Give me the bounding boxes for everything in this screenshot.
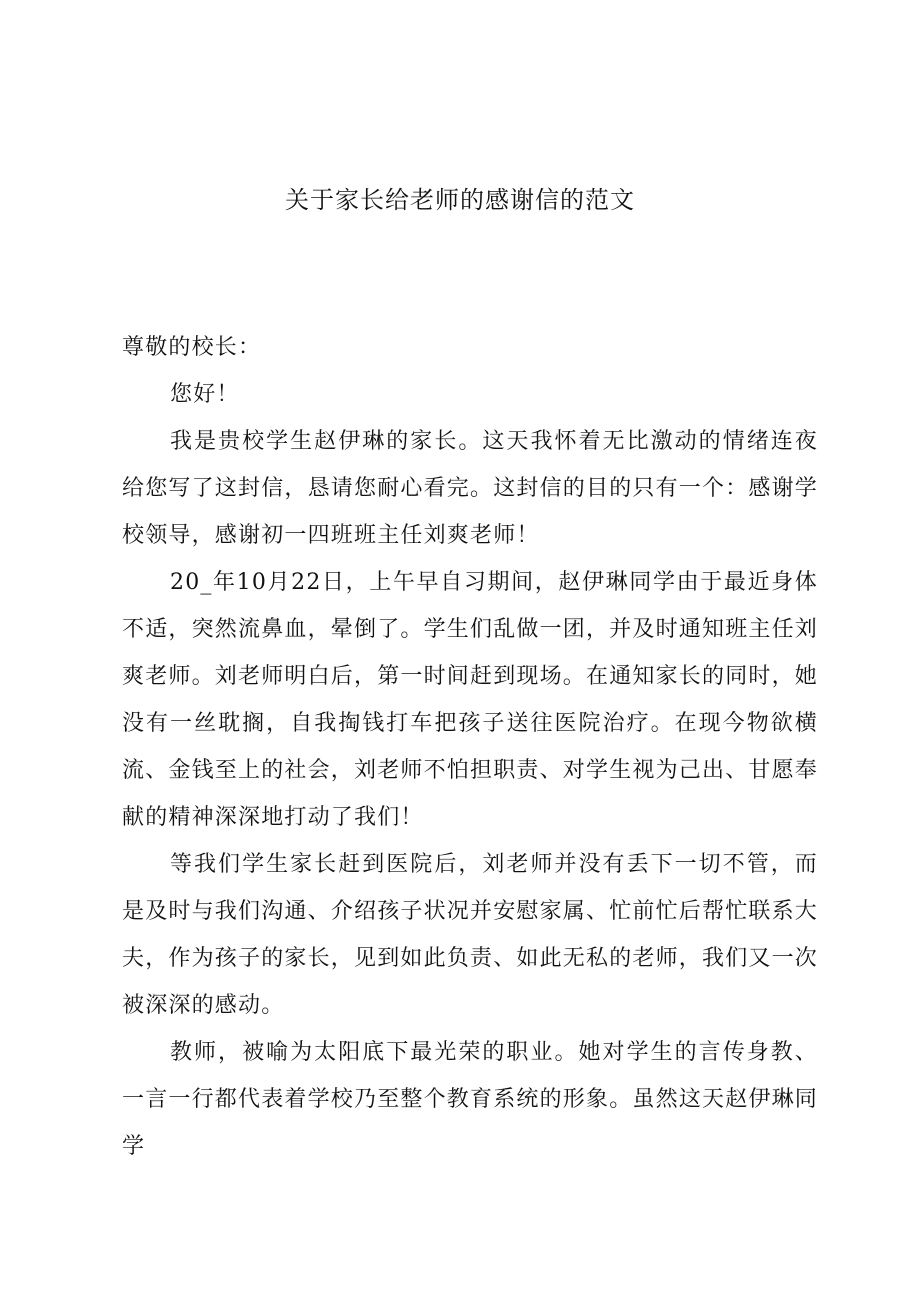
paragraph-1: 我是贵校学生赵伊琳的家长。这天我怀着无比激动的情绪连夜给您写了这封信，恳请您耐心看完。这封信的目的只有一个：感谢学校领导，感谢初一四班班主任刘爽老师！ — [122, 429, 819, 548]
salutation: 尊敬的校长： — [122, 335, 262, 360]
paragraph-3: 等我们学生家长赶到医院后，刘老师并没有丢下一切不管，而是及时与我们沟通、介绍孩子状况并安慰家属、忙前忙后帮忙联系大夫，作为孩子的家长，见到如此负责、如此无私的老师，我们又一次被深深的感动。 — [122, 852, 819, 1018]
paragraph-4: 教师，被喻为太阳底下最光荣的职业。她对学生的言传身教、一言一行都代表着学校乃至整个教育系统的形象。虽然这天赵伊琳同学 — [122, 1040, 819, 1159]
greeting: 您好！ — [170, 382, 240, 407]
document-title: 关于家长给老师的感谢信的范文 — [285, 186, 635, 214]
paragraph-2: 20_年10月22日，上午早自习期间，赵伊琳同学由于最近身体不适，突然流鼻血，晕倒了。学生们乱做一团，并及时通知班主任刘爽老师。刘老师明白后，第一时间赶到现场。在通知家长的同时，她没有一丝耽搁，自我掏钱打车把孩子送往医院治疗。在现今物欲横流、金钱至上的社会，刘老师不怕担职责、对学生视为己出、甘愿奉献的精神深深地打动了我们！ — [122, 570, 819, 830]
letter-body — [122, 324, 818, 1170]
